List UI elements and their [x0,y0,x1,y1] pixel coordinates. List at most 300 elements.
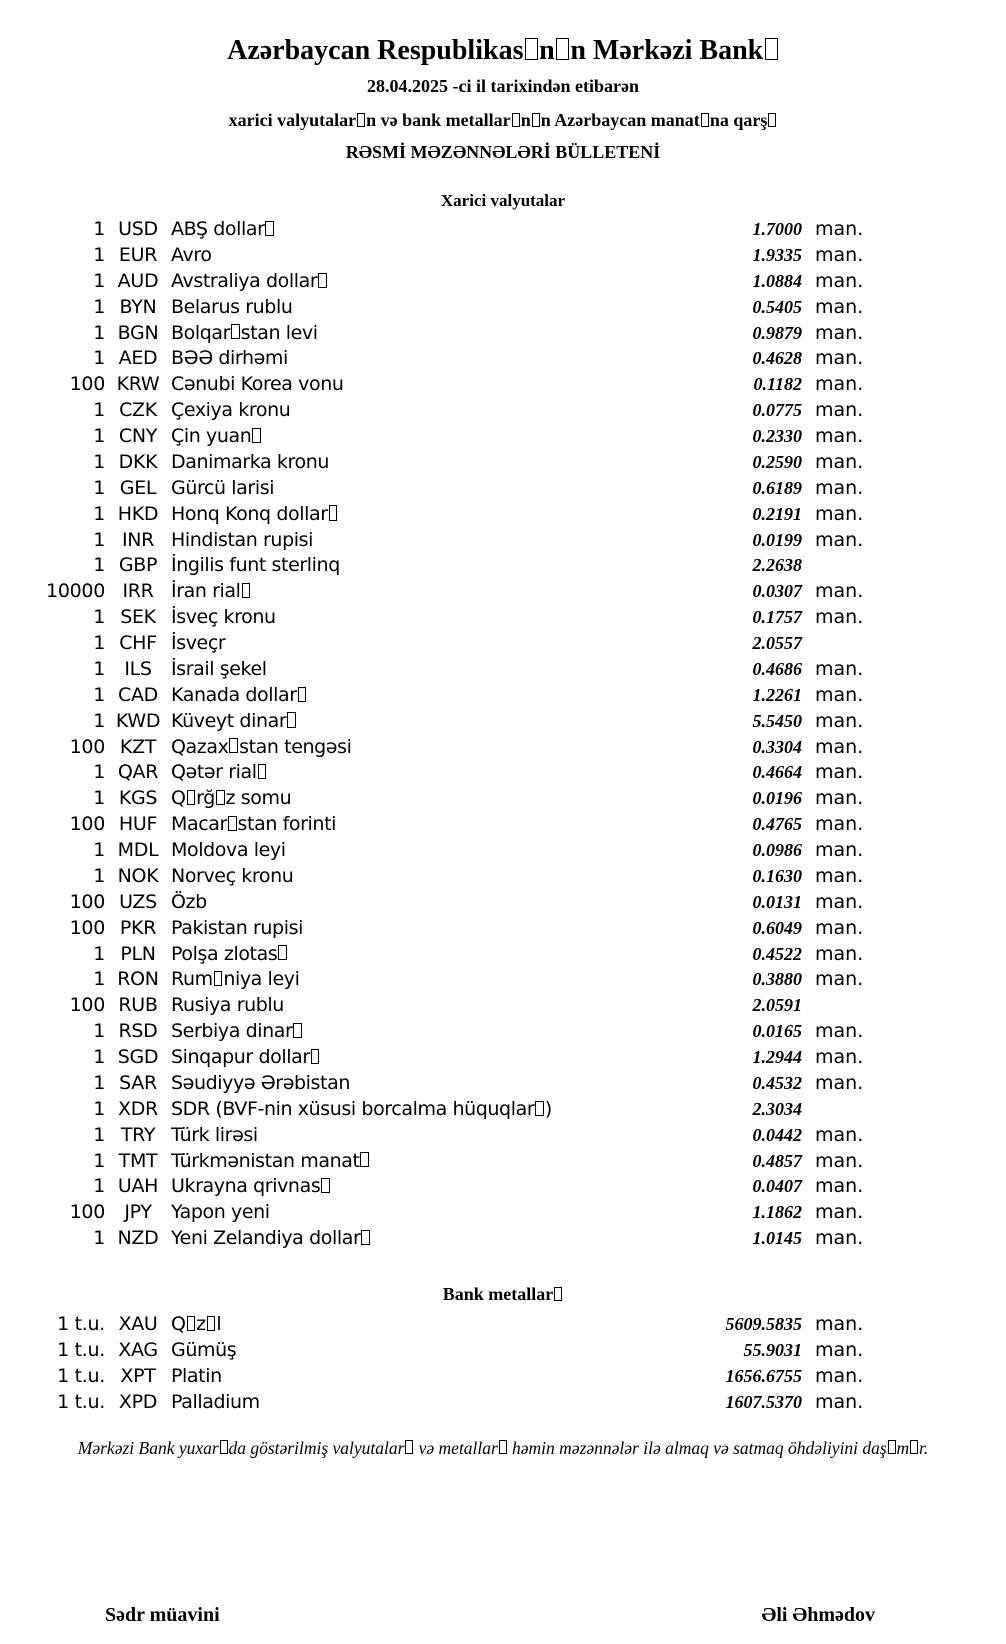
missing-glyph-box [216,790,225,805]
currency-code: CHF [119,632,157,654]
rate-value: 1.9335 [752,244,802,265]
rate-row [0,424,1006,450]
currency-code: BGN [117,321,159,344]
rate-unit: man. [815,942,864,965]
unit-quantity: 1 [93,347,105,370]
rate-unit: man. [815,399,864,422]
rate-unit: man. [815,347,864,370]
rate-row [0,1364,1006,1390]
missing-glyph-box [287,712,296,727]
currency-name: İsrail şekel [171,657,267,680]
unit-quantity: 1 [93,632,105,654]
currency-name: Küveyt dinar [171,709,563,735]
unit-quantity: 1 [93,321,105,344]
currency-code: TMT [118,1149,158,1172]
disclaimer-text: Mərkəzi Bank yuxar da göstərilmiş valyutalar və metallar həmin məzənnələr ilə almaq və satmaq öhdəliyini daş m r. [77,1437,929,1458]
rate-value: 1.0884 [752,270,802,291]
missing-glyph-box [311,1049,320,1064]
unit-quantity: 10000 [46,580,105,603]
rate-row [0,1338,1006,1364]
rate-value: 0.0199 [752,529,802,550]
currency-name: Belarus rublu [171,295,293,318]
rate-row [0,295,1006,321]
rate-row [0,398,1006,424]
rate-value: 0.4765 [752,814,802,835]
currency-code: PKR [119,916,157,939]
rate-row [0,1226,1006,1252]
rate-value: 0.2330 [752,426,802,446]
rate-unit: man. [815,425,864,447]
rate-unit: man. [815,1338,864,1361]
unit-quantity: 1 [93,450,105,473]
currency-name: Hindistan rupisi [171,528,313,551]
rate-value: 1656.6755 [725,1365,802,1386]
rate-value: 5.5450 [752,710,802,731]
missing-glyph-box [258,764,267,779]
currency-code: INR [121,528,155,551]
unit-quantity: 1 [93,502,105,525]
rate-value: 0.6049 [752,917,802,938]
rate-unit: man. [815,606,864,629]
bank-metals-table [0,1312,1006,1416]
rate-value: 0.2590 [752,451,802,472]
rate-row [0,476,1006,502]
unit-quantity: 1 t.u. [57,1313,105,1335]
rate-unit: man. [815,295,864,318]
unit-quantity: 1 [93,1227,105,1250]
rate-unit: man. [815,243,864,266]
currency-name: İsveç kronu [171,606,276,629]
rate-row [0,502,1006,528]
currency-name: SDR (BVF-nin xüsusi borcalma hüquqlar ) [171,1097,552,1120]
currency-code: CNY [118,425,158,447]
rate-row [0,786,1006,812]
rate-row [0,1097,1006,1123]
missing-glyph-box [765,38,778,60]
currency-name: Avstraliya dollar [171,269,563,295]
unit-quantity: 1 [93,606,105,629]
unit-quantity: 1 [93,709,105,732]
unit-quantity: 100 [69,890,105,913]
currency-name: Sinqapur dollar [171,1045,563,1071]
missing-glyph-box [525,38,538,60]
currency-name: İsveçr [171,632,226,654]
unit-quantity: 1 [93,476,105,499]
missing-glyph-box [554,1287,562,1301]
rate-row [0,579,1006,605]
currency-code: NZD [117,1227,159,1250]
currency-code: XDR [118,1097,158,1120]
rate-value: 2.2638 [752,555,802,576]
rate-value: 0.0307 [752,581,802,602]
currency-code: USD [118,218,158,240]
foreign-currencies-section-title: Xarici valyutalar [440,191,566,210]
currency-name: Avro [171,243,212,266]
unit-quantity: 1 [93,1123,105,1146]
currency-code: CAD [118,683,158,706]
currency-name: Q z l [171,1313,222,1335]
rate-unit: man. [815,709,864,732]
missing-glyph-box [252,428,261,443]
rate-value: 0.0775 [752,400,802,421]
currency-name: İngilis funt sterlinq [171,554,340,577]
missing-glyph-box [360,1152,369,1167]
currency-code: KWD [115,709,161,732]
currency-name: Çin yuan [171,424,563,450]
rate-unit: man. [815,813,864,836]
rate-row [0,631,1006,657]
rate-unit: man. [815,321,864,344]
rate-row [0,967,1006,993]
missing-glyph-box [298,687,307,702]
rate-value: 0.4857 [752,1150,802,1171]
rate-value: 55.9031 [743,1339,802,1360]
rate-unit: man. [815,735,864,758]
rate-unit: man. [815,916,864,939]
currency-code: XAU [118,1313,158,1335]
unit-quantity: 1 [93,942,105,965]
currency-code: ILS [124,657,152,680]
rate-unit: man. [815,890,864,913]
rate-value: 1607.5370 [725,1391,802,1412]
missing-glyph-box [318,273,327,288]
currency-code: HKD [117,502,159,525]
rate-value: 0.0131 [752,891,802,912]
rate-value: 0.0407 [752,1176,802,1197]
rate-value: 0.0165 [752,1021,802,1042]
currency-name: Səudiyyə Ərəbistan [171,1071,350,1094]
rate-row [0,553,1006,579]
rate-value: 0.0986 [752,840,802,860]
rate-row [0,890,1006,916]
rate-row [0,372,1006,398]
missing-glyph-box [888,1440,896,1454]
unit-quantity: 1 [93,968,105,991]
rate-unit: man. [815,1390,864,1413]
rate-value: 0.5405 [752,296,802,317]
rate-value: 0.6189 [752,477,802,498]
rate-value: 2.0591 [752,995,802,1016]
currency-code: SGD [117,1046,159,1068]
rate-row [0,528,1006,554]
currency-code: CZK [119,399,157,422]
rate-row [0,605,1006,631]
rate-unit: man. [815,269,864,292]
rate-row [0,1071,1006,1097]
rate-unit: man. [815,580,864,603]
currency-code: DKK [118,450,158,473]
currency-code: UAH [117,1175,159,1198]
rate-value: 0.4522 [752,943,802,964]
rate-value: 0.0196 [752,788,802,809]
unit-quantity: 1 [93,864,105,887]
rate-unit: man. [815,373,864,396]
missing-glyph-box [265,221,274,236]
unit-quantity: 1 [93,683,105,706]
unit-quantity: 1 [93,1175,105,1198]
unit-quantity: 1 [93,1149,105,1172]
missing-glyph-box [293,1023,302,1038]
currency-name: Gürcü larisi [171,476,275,499]
unit-quantity: 1 [93,243,105,266]
unit-quantity: 1 [93,1097,105,1120]
unit-quantity: 1 t.u. [57,1390,105,1413]
rate-unit: man. [815,528,864,551]
currency-name: Norveç kronu [171,864,294,887]
rate-unit: man. [815,1364,864,1387]
rate-value: 1.2944 [752,1047,802,1067]
currency-code: AUD [117,269,159,292]
rate-unit: man. [815,657,864,680]
rate-row [0,993,1006,1019]
currency-name: Honq Konq dollar [171,502,563,528]
rate-unit: man. [815,1071,864,1094]
rate-unit: man. [815,502,864,525]
rate-unit: man. [815,218,864,240]
rate-value: 0.4628 [752,348,802,369]
rate-unit: man. [815,1201,864,1224]
currency-code: JPY [124,1201,152,1224]
unit-quantity: 1 [93,269,105,292]
currency-name: İran rial [171,579,563,605]
unit-quantity: 100 [69,916,105,939]
rate-row [0,864,1006,890]
currency-name: Cənubi Korea vonu [171,373,344,396]
rate-row [0,683,1006,709]
rate-row [0,243,1006,269]
currency-code: RUB [118,994,158,1017]
unit-quantity: 1 [93,1020,105,1043]
currency-name: Türk lirəsi [171,1123,258,1146]
rate-value: 0.0442 [752,1124,802,1145]
unit-quantity: 1 [93,657,105,680]
unit-quantity: 1 [93,1046,105,1068]
currency-name: Pakistan rupisi [171,916,303,939]
rate-value: 1.0145 [752,1228,802,1249]
missing-glyph-box [220,1440,228,1454]
foreign-currencies-table [0,217,1006,1252]
rate-value: 0.1182 [753,374,802,395]
currency-code: TRY [120,1123,156,1146]
currency-code: SEK [120,606,156,629]
rate-value: 0.9879 [752,322,802,343]
missing-glyph-box [701,113,709,127]
rate-value: 5609.5835 [725,1314,802,1334]
currency-code: SAR [119,1071,157,1094]
rate-unit: man. [815,450,864,473]
unit-quantity: 100 [69,373,105,396]
rate-unit: man. [815,1149,864,1172]
currency-code: QAR [117,761,159,784]
rate-unit: man. [815,1175,864,1198]
currency-code: KGS [118,787,158,810]
rate-row [0,657,1006,683]
subject-line: xarici valyutalar n və bank metallar n n Azərbaycan manat na qarş [0,110,1006,131]
bank-metals-section-title: Bank metallar [0,1284,1006,1304]
rate-value: 2.0557 [752,633,802,653]
rate-value: 0.4686 [752,658,802,679]
currency-code: KZT [119,735,157,758]
rate-unit: man. [815,683,864,706]
rate-value: 1.7000 [752,219,802,239]
rate-row [0,1390,1006,1416]
bank-title: Azərbaycan Respublikas n n Mərkəzi Bank [0,34,1006,68]
currency-name: Bolqar stan levi [171,321,318,344]
missing-glyph-box [361,1230,370,1245]
missing-glyph-box [556,38,569,60]
currency-code: XPT [120,1364,156,1387]
rate-unit: man. [815,1313,864,1335]
currency-code: PLN [120,942,156,965]
unit-quantity: 1 [93,787,105,810]
currency-name: Danimarka kronu [171,450,330,473]
rate-value: 0.4532 [752,1072,802,1093]
missing-glyph-box [499,1440,507,1454]
rate-unit: man. [815,864,864,887]
rate-value: 0.3304 [752,736,802,757]
missing-glyph-box [768,113,776,127]
missing-glyph-box [512,113,520,127]
currency-name: Serbiya dinar [171,1019,563,1045]
currency-code: AED [118,347,158,370]
unit-quantity: 1 [93,761,105,784]
currency-name: Palladium [171,1390,260,1413]
currency-code: UZS [119,890,157,913]
rate-row [0,346,1006,372]
rate-unit: man. [815,476,864,499]
currency-code: RSD [118,1020,158,1043]
missing-glyph-box [329,505,338,520]
currency-name: Kanada dollar [171,683,563,709]
rate-value: 0.1757 [752,607,802,628]
currency-name: Özb [171,890,207,913]
rate-unit: man. [815,968,864,991]
currency-code: GBP [118,554,158,577]
missing-glyph-box [321,1178,330,1193]
currency-name: Yapon yeni [171,1201,270,1224]
rate-row [0,942,1006,968]
missing-glyph-box [910,1440,918,1454]
unit-quantity: 1 [93,295,105,318]
rate-value: 0.4664 [752,762,802,783]
unit-quantity: 1 [93,554,105,577]
rate-row [0,709,1006,735]
rate-unit: man. [815,787,864,810]
missing-glyph-box [242,583,251,598]
unit-quantity: 1 [93,399,105,422]
unit-quantity: 1 [93,839,105,861]
currency-name: Yeni Zelandiya dollar [171,1226,563,1252]
missing-glyph-box [357,113,365,127]
rate-value: 1.2261 [752,684,802,705]
unit-quantity: 100 [69,735,105,758]
unit-quantity: 1 t.u. [57,1338,105,1361]
unit-quantity: 100 [69,994,105,1017]
currency-name: Qazax stan tengəsi [171,735,352,758]
unit-quantity: 100 [69,813,105,836]
currency-code: MDL [117,839,159,861]
currency-code: GEL [119,476,157,499]
missing-glyph-box [187,1316,196,1331]
currency-name: Türkmənistan manat [171,1149,563,1175]
unit-quantity: 100 [69,1201,105,1224]
currency-code: HUF [118,813,158,836]
rate-value: 0.2191 [752,503,802,524]
bulletin-title: RƏSMİ MƏZƏNNƏLƏRİ BÜLLETENİ [345,142,661,162]
currency-name: Rusiya rublu [171,994,284,1017]
rate-row [0,1174,1006,1200]
rate-row [0,1149,1006,1175]
currency-name: Rum niya leyi [171,968,300,991]
rate-row [0,735,1006,761]
exchange-rate-bulletin [0,34,1006,1626]
signature-name: Əli Əhmədov [761,1604,875,1626]
unit-quantity: 1 [93,528,105,551]
currency-name: Gümüş [171,1338,237,1361]
rate-row [0,321,1006,347]
currency-code: EUR [118,243,158,266]
missing-glyph-box [231,324,240,339]
currency-name: Çexiya kronu [171,399,291,422]
rate-row [0,1045,1006,1071]
currency-name: Platin [171,1364,222,1387]
rate-value: 2.3034 [752,1098,802,1119]
currency-code: IRR [122,580,154,603]
rate-row [0,1312,1006,1338]
currency-code: XPD [118,1390,158,1413]
rate-unit: man. [815,1123,864,1146]
missing-glyph-box [187,790,196,805]
unit-quantity: 1 t.u. [57,1364,105,1387]
currency-name: ABŞ dollar [171,217,563,243]
rate-row [0,269,1006,295]
rate-row [0,450,1006,476]
rate-unit: man. [815,1020,864,1043]
missing-glyph-box [214,971,223,986]
rate-unit: man. [815,761,864,784]
unit-quantity: 1 [93,218,105,240]
unit-quantity: 1 [93,1071,105,1094]
unit-quantity: 1 [93,425,105,447]
rate-row [0,916,1006,942]
currency-name: Ukrayna qrivnas [171,1174,563,1200]
missing-glyph-box [228,816,237,831]
rate-row [0,812,1006,838]
rate-row [0,217,1006,243]
missing-glyph-box [532,113,540,127]
rate-unit: man. [815,1227,864,1250]
currency-name: BƏƏ dirhəmi [171,347,288,370]
rate-value: 1.1862 [752,1202,802,1223]
currency-code: BYN [119,295,157,318]
rate-unit: man. [815,839,864,861]
currency-name: Moldova leyi [171,839,286,861]
currency-code: RON [117,968,159,991]
effective-date-line: 28.04.2025 -ci il tarixindən etibarən [367,76,639,96]
missing-glyph-box [207,1316,216,1331]
rate-row [0,760,1006,786]
currency-name: Macar stan forinti [171,813,336,836]
currency-name: Polşa zlotas [171,942,563,968]
rate-row [0,838,1006,864]
currency-code: KRW [116,373,160,396]
currency-name: Qətər rial [171,760,563,786]
missing-glyph-box [229,738,238,753]
missing-glyph-box [535,1101,544,1116]
rate-unit: man. [815,1046,864,1068]
missing-glyph-box [278,945,287,960]
missing-glyph-box [405,1440,413,1454]
